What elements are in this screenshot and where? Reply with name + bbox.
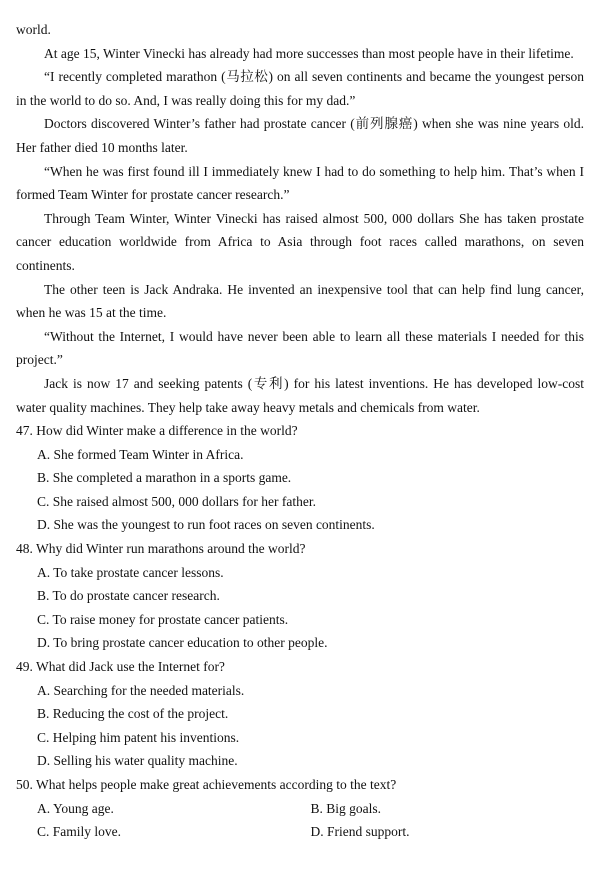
option-row (37, 797, 584, 821)
passage-paragraph: “When he was first found ill I immediately knew I had to do something to help him. That’s when I formed Team Winter for prostate cancer research.” (16, 163, 584, 203)
option-d: D. She was the youngest to run foot races on seven continents. (37, 517, 375, 533)
option-c: C. She raised almost 500, 000 dollars for her father. (37, 493, 316, 509)
option-b: B. To do prostate cancer research. (37, 588, 220, 604)
question-stem: 50. What helps people make great achievements according to the text? (16, 777, 397, 792)
passage-paragraph: Through Team Winter, Winter Vinecki has raised almost 500, 000 dollars She has taken prostate cancer education worldwide from Africa to Asia through foot races called marathons, on seven continents. (16, 210, 584, 273)
option-c: C. To raise money for prostate cancer patients. (37, 611, 289, 627)
question-stem: 49. What did Jack use the Internet for? (16, 659, 225, 675)
question-47 (16, 419, 584, 537)
passage-paragraph: At age 15, Winter Vinecki has already had more successes than most people have in their lifetime. (44, 45, 574, 61)
passage-paragraph: “Without the Internet, I would have never been able to learn all these materials I needed for this project.” (16, 328, 584, 368)
option-a: A. Searching for the needed materials. (37, 682, 245, 698)
question-49 (16, 655, 584, 773)
option-d: D. To bring prostate cancer education to other people. (37, 635, 328, 651)
option-b: B. Reducing the cost of the project. (37, 706, 229, 722)
reading-passage (16, 18, 584, 419)
option-a: A. Young age. (37, 800, 114, 816)
passage-paragraph: “I recently completed marathon (马拉松) on all seven continents and became the youngest person in the world to do so. And, I was really doing this for my dad.” (16, 69, 584, 108)
option-c: C. Helping him patent his inventions. (37, 729, 240, 745)
passage-paragraph: world. (16, 22, 51, 37)
option-row (37, 820, 584, 844)
option-a: A. To take prostate cancer lessons. (37, 564, 224, 580)
passage-paragraph: The other teen is Jack Andraka. He invented an inexpensive tool that can help find lung cancer, when he was 15 at the time. (16, 281, 584, 321)
option-a: A. She formed Team Winter in Africa. (37, 446, 244, 462)
question-50 (16, 773, 584, 844)
passage-paragraph: Jack is now 17 and seeking patents (专利) for his latest inventions. He has developed low-cost water quality machines. They help take away heavy metals and chemicals from water. (16, 375, 584, 415)
passage-paragraph: Doctors discovered Winter’s father had prostate cancer (前列腺癌) when she was nine years old. Her father died 10 months later. (16, 116, 584, 155)
option-d: D. Selling his water quality machine. (37, 753, 238, 769)
exam-page (16, 18, 584, 844)
option-b: B. Big goals. (310, 800, 382, 816)
question-stem: 48. Why did Winter run marathons around the world? (16, 541, 306, 557)
option-b: B. She completed a marathon in a sports game. (37, 470, 292, 486)
question-48 (16, 537, 584, 655)
question-stem: 47. How did Winter make a difference in the world? (16, 423, 298, 439)
option-c: C. Family love. (37, 824, 121, 840)
option-d: D. Friend support. (310, 824, 410, 840)
